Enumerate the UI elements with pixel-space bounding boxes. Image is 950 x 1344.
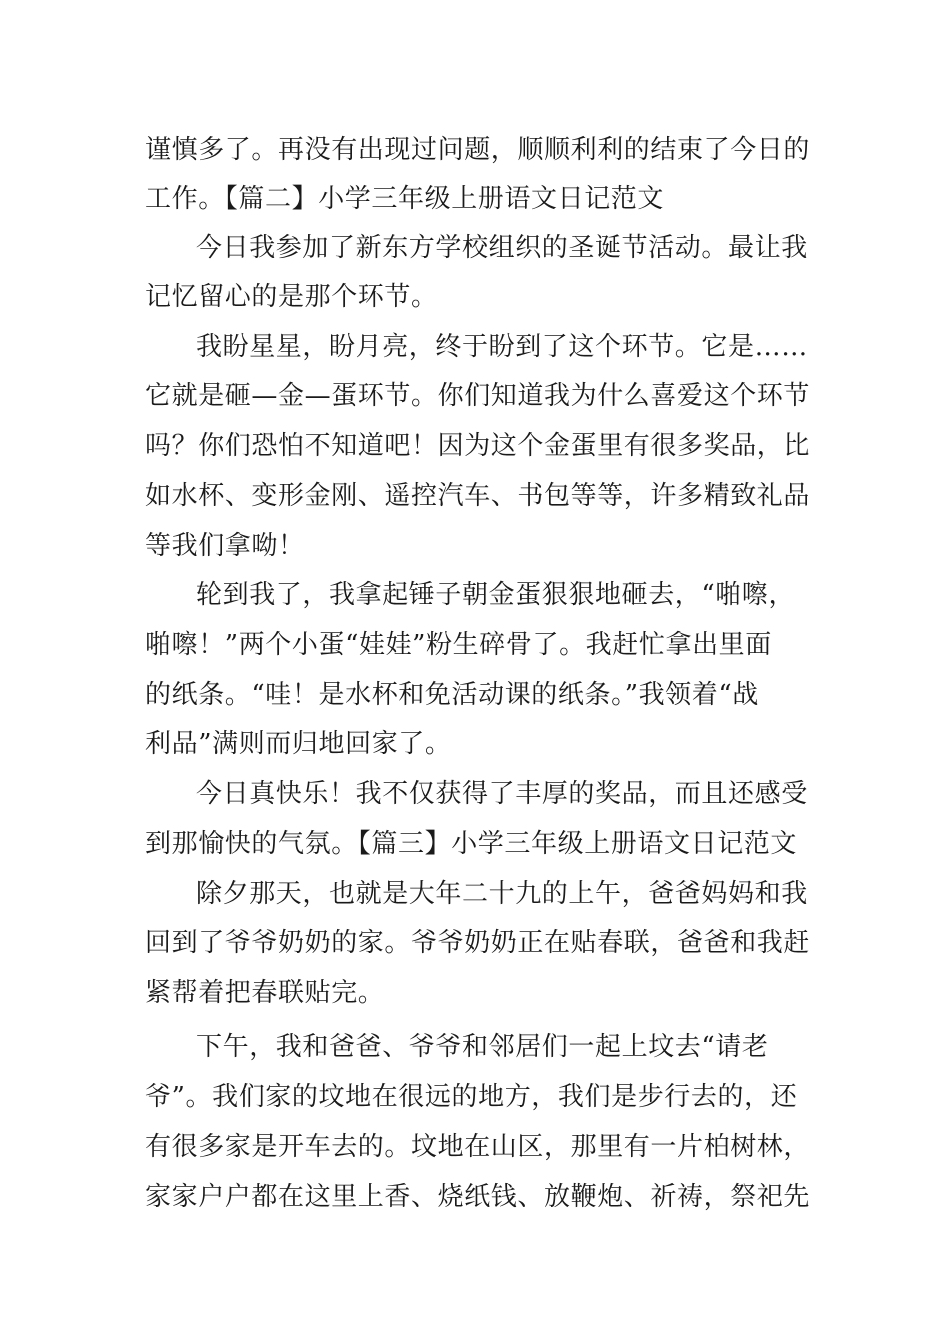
text-line: 如水杯、变形金刚、遥控汽车、书包等等，许多精致礼品 xyxy=(145,481,811,511)
text-line: 谨慎多了。再没有出现过问题，顺顺利利的结束了今日的 xyxy=(145,135,811,165)
text-line: 到那愉快的气氛。【篇三】小学三年级上册语文日记范文 xyxy=(145,829,798,859)
text-line: 家家户户都在这里上香、烧纸钱、放鞭炮、祈祷，祭祀先 xyxy=(145,1182,811,1212)
text-line: 爷”。我们家的坟地在很远的地方，我们是步行去的，还 xyxy=(145,1082,798,1112)
text-line: 利品”满则而归地回家了。 xyxy=(145,729,452,759)
text-line: 有很多家是开车去的。坟地在山区，那里有一片柏树林， xyxy=(145,1132,811,1162)
text-line: 紧帮着把春联贴完。 xyxy=(145,978,385,1008)
paragraph-start-line: 除夕那天，也就是大年二十九的上午，爸爸妈妈和我 xyxy=(196,879,808,909)
paragraph-start-line: 下午，我和爸爸、爷爷和邻居们一起上坟去“请老 xyxy=(196,1032,769,1062)
text-line: 回到了爷爷奶奶的家。爷爷奶奶正在贴春联，爸爸和我赶 xyxy=(145,928,811,958)
text-line: 的纸条。“哇！是水杯和免活动课的纸条。”我领着“战 xyxy=(145,680,759,710)
paragraph-start-line: 今日真快乐！我不仅获得了丰厚的奖品，而且还感受 xyxy=(196,779,808,809)
text-line: 等我们拿呦！ xyxy=(145,531,305,561)
text-line: 啪嚓！”两个小蛋“娃娃”粉生碎骨了。我赶忙拿出里面 xyxy=(145,630,772,660)
text-line: 记忆留心的是那个环节。 xyxy=(145,282,438,312)
text-line: 工作。【篇二】小学三年级上册语文日记范文 xyxy=(145,184,665,214)
paragraph-start-line: 轮到我了，我拿起锤子朝金蛋狠狠地砸去，“啪嚓， xyxy=(196,580,796,610)
paragraph-start-line: 我盼星星，盼月亮，终于盼到了这个环节。它是…… xyxy=(196,332,808,362)
text-line: 吗？你们恐怕不知道吧！因为这个金蛋里有很多奖品，比 xyxy=(145,431,811,461)
text-line: 它就是砸—金—蛋环节。你们知道我为什么喜爱这个环节 xyxy=(145,381,811,411)
paragraph-start-line: 今日我参加了新东方学校组织的圣诞节活动。最让我 xyxy=(196,233,808,263)
